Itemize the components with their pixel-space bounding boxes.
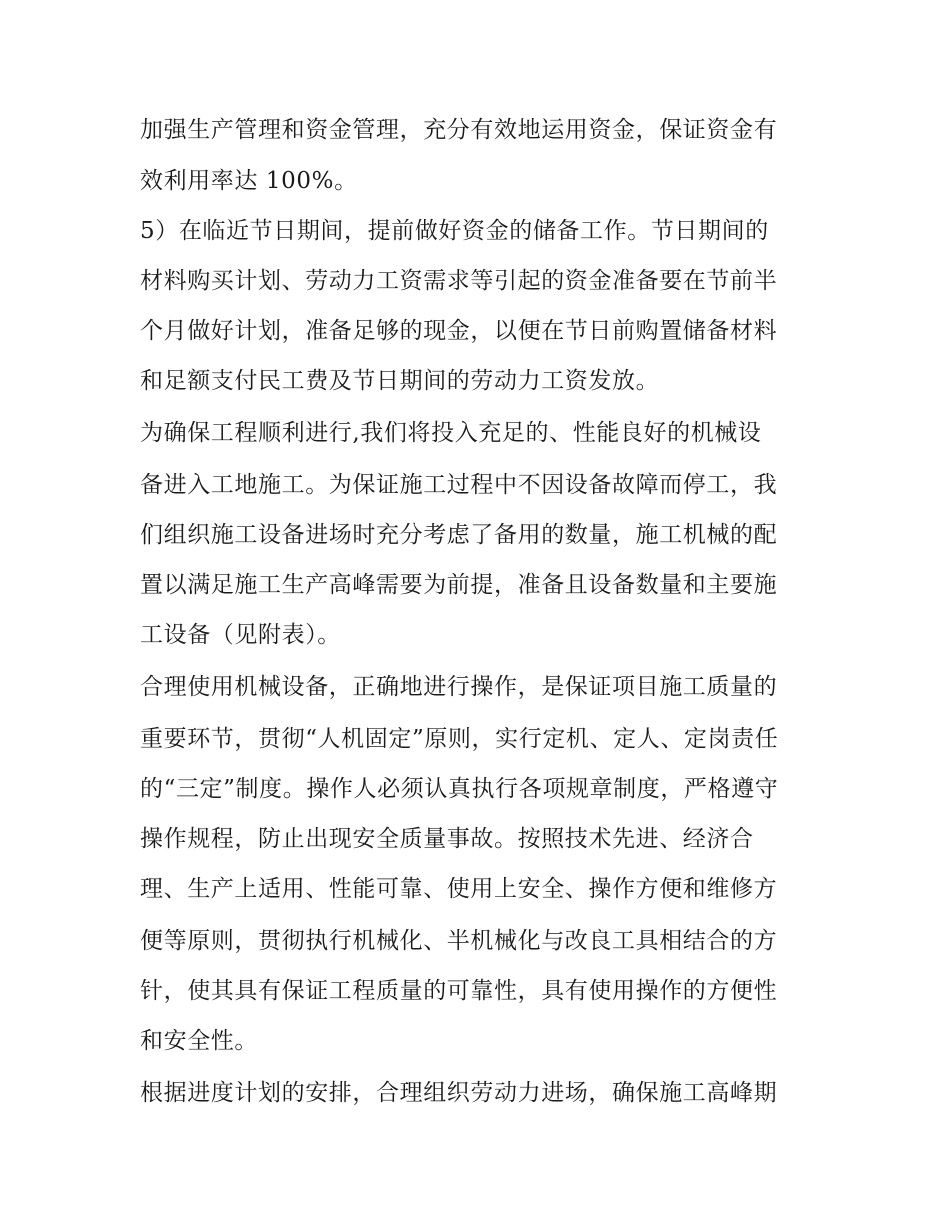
- text-line-7: 为确保工程顺利进行,我们将投入充足的、性能良好的机械设: [140, 420, 762, 446]
- text-line-4: 材料购买计划、劳动力工资需求等引起的资金准备要在节前半: [140, 268, 778, 294]
- text-line-11: 工设备（见附表）。: [140, 622, 341, 648]
- text-line-6: 和足额支付民工费及节日期间的劳动力工资发放。: [140, 368, 660, 394]
- text-line-5: 个月做好计划，准备足够的现金，以便在节日前购置储备材料: [140, 318, 778, 344]
- text-line-12: 合理使用机械设备，正确地进行操作，是保证项目施工质量的: [140, 674, 778, 700]
- text-line-17: 便等原则，贯彻执行机械化、半机械化与改良工具相结合的方: [140, 928, 778, 954]
- text-line-3: 5）在临近节日期间，提前做好资金的储备工作。节日期间的: [140, 218, 769, 244]
- text-line-9: 们组织施工设备进场时充分考虑了备用的数量，施工机械的配: [140, 522, 778, 548]
- text-line-8: 备进入工地施工。为保证施工过程中不因设备故障而停工，我: [140, 472, 778, 498]
- text-line-14: 的“三定”制度。操作人必须认真执行各项规章制度，严格遵守: [140, 776, 779, 802]
- text-line-20: 根据进度计划的安排，合理组织劳动力进场，确保施工高峰期: [140, 1080, 778, 1106]
- text-line-13: 重要环节，贯彻“人机固定”原则，实行定机、定人、定岗责任: [140, 726, 779, 752]
- text-line-2: 效利用率达 100%。: [140, 168, 358, 194]
- text-line-19: 和安全性。: [140, 1028, 258, 1054]
- text-line-1: 加强生产管理和资金管理，充分有效地运用资金，保证资金有: [140, 117, 778, 143]
- text-line-15: 操作规程，防止出现安全质量事故。按照技术先进、经济合: [140, 826, 754, 852]
- text-line-18: 针，使其具有保证工程质量的可靠性，具有使用操作的方便性: [140, 978, 778, 1004]
- text-line-10: 置以满足施工生产高峰需要为前提，准备且设备数量和主要施: [140, 572, 778, 598]
- text-line-16: 理、生产上适用、性能可靠、使用上安全、操作方便和维修方: [140, 876, 778, 902]
